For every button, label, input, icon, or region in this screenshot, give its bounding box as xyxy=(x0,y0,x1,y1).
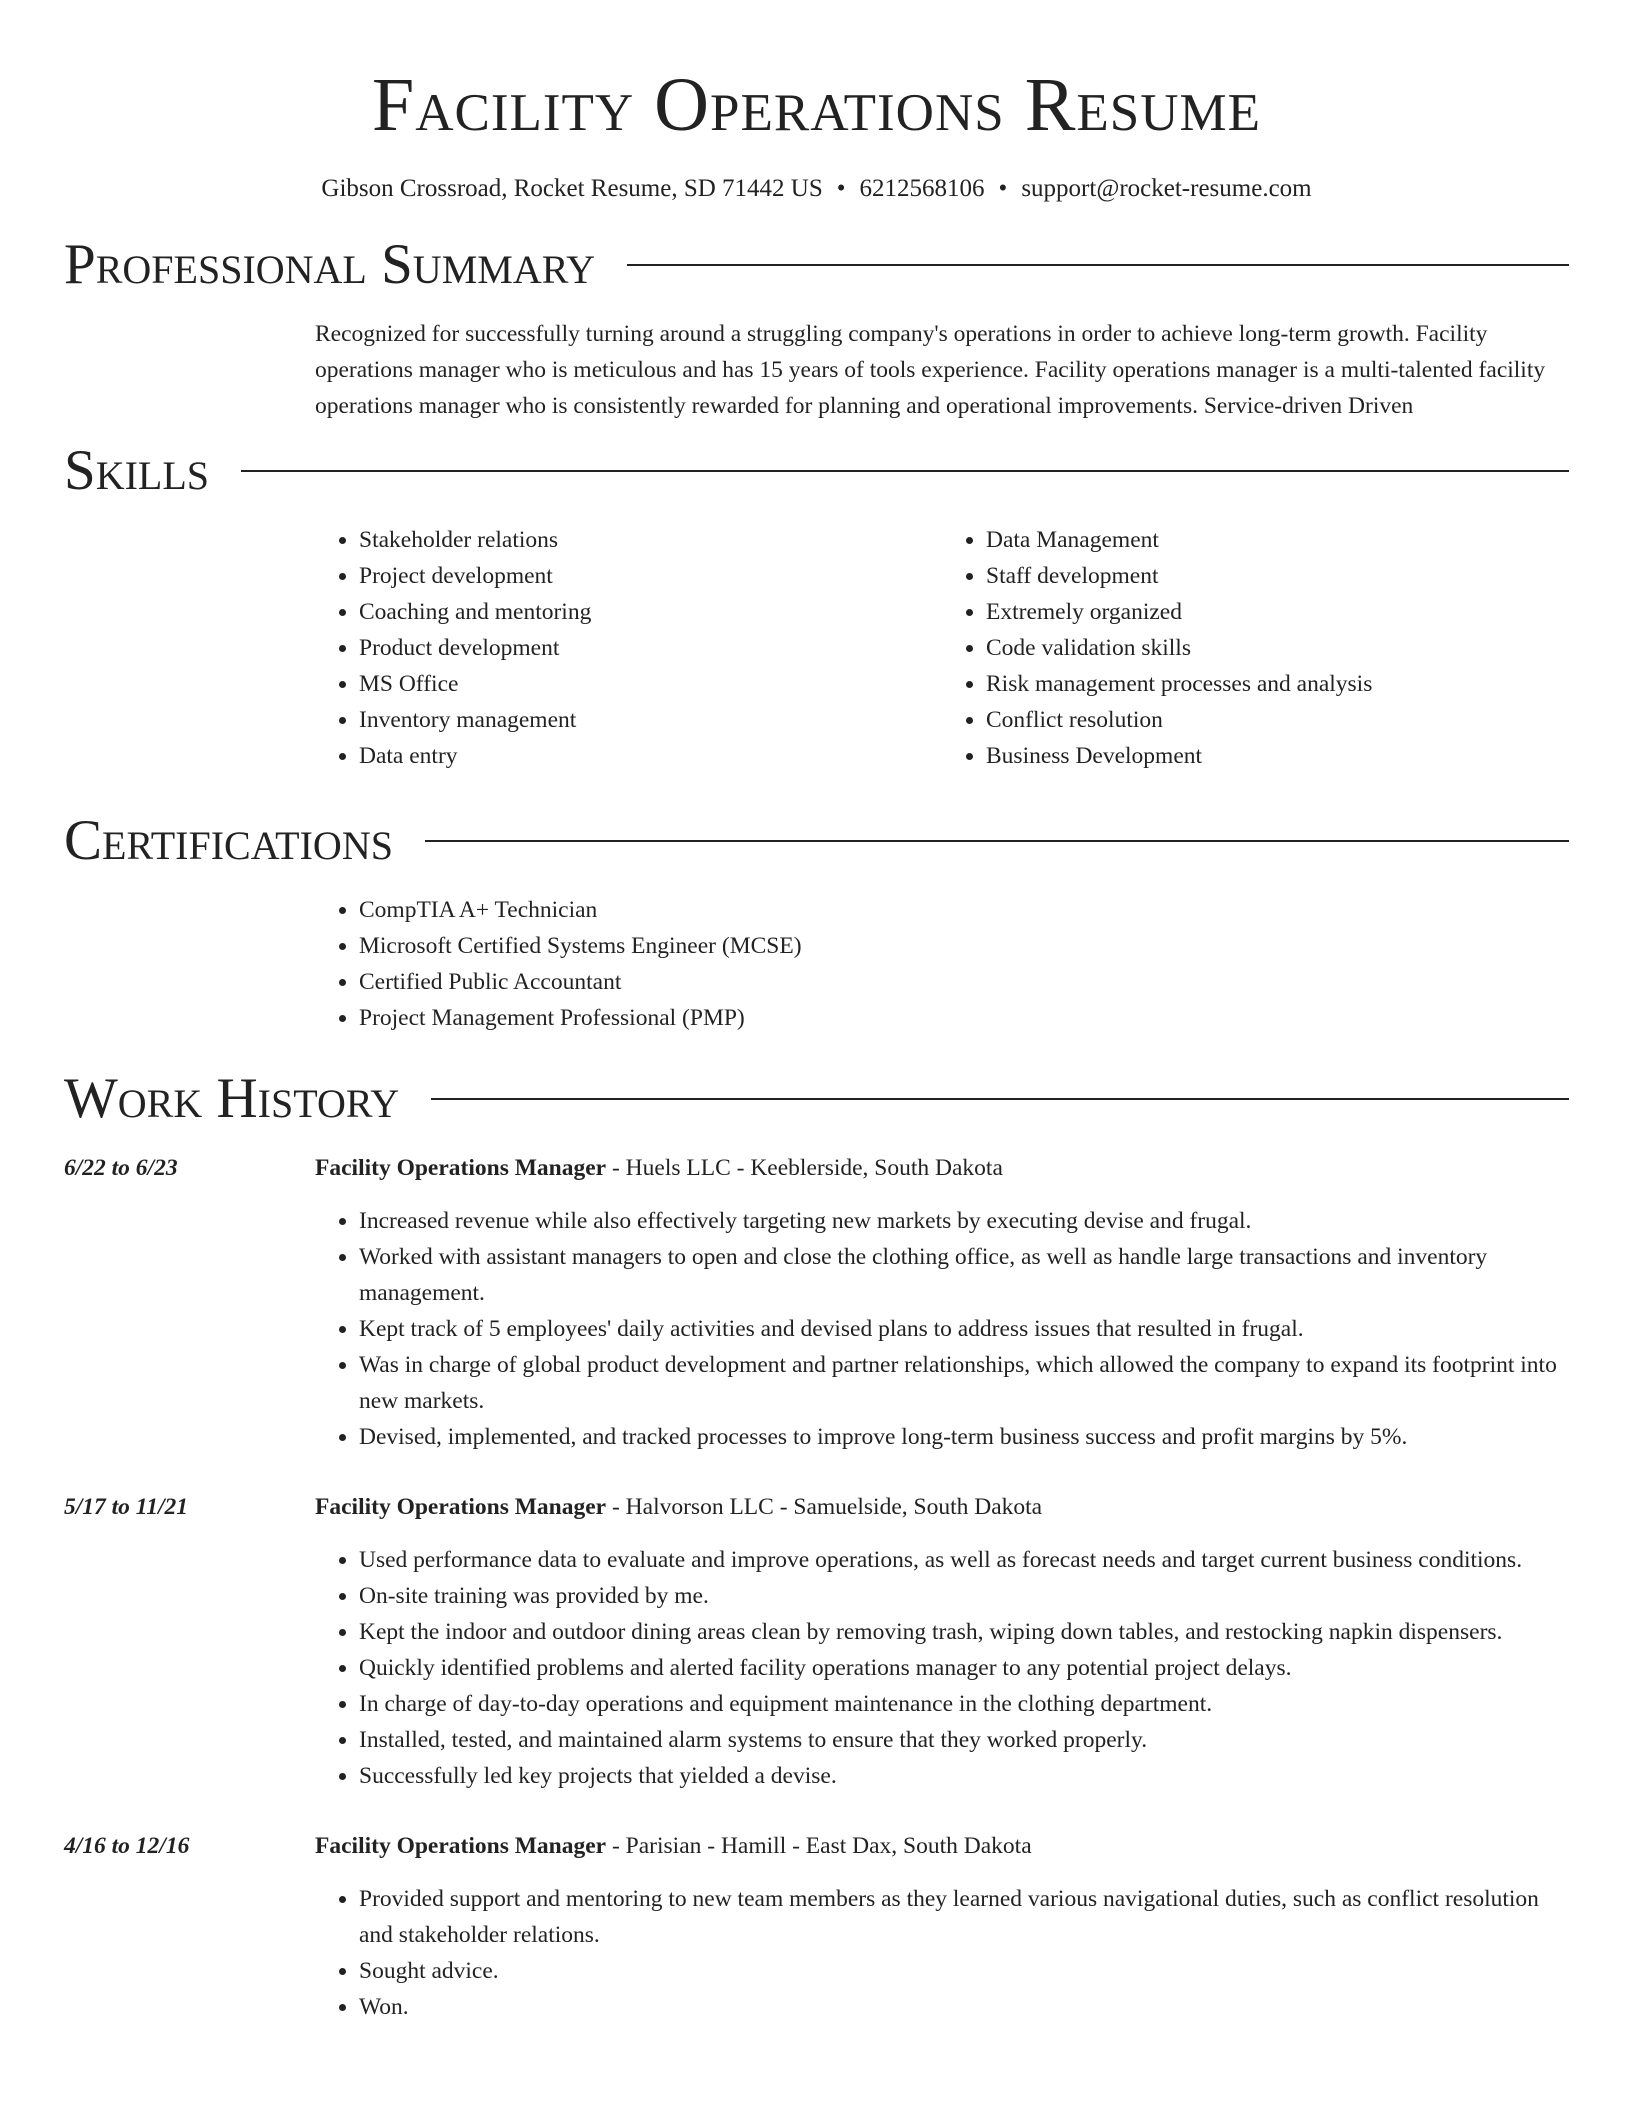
job-details xyxy=(315,1489,1569,1794)
job-bullets xyxy=(315,1542,1569,1794)
work-history-heading: Work History xyxy=(64,1067,400,1130)
skill-item: • Stakeholder relations xyxy=(359,522,942,558)
job-bullets xyxy=(315,1203,1569,1455)
skill-item: • Project development xyxy=(359,558,942,594)
job-header xyxy=(315,1828,1569,1864)
job-bullet: • Provided support and mentoring to new team members as they learned various navigational duties, such as conflict resolution and stakeholder relations. xyxy=(359,1881,1569,1953)
certifications-body xyxy=(315,892,1569,1036)
job-title: Facility Operations Manager xyxy=(315,1155,607,1181)
separator-dot: • xyxy=(998,175,1008,202)
skills-list-right xyxy=(942,522,1569,774)
job-bullet: • Quickly identified problems and alerted facility operations manager to any potential project delays. xyxy=(359,1650,1569,1686)
email-text: support@rocket-resume.com xyxy=(1021,175,1312,202)
section-divider xyxy=(627,264,1569,266)
skills-body xyxy=(315,522,1569,774)
skill-item: • MS Office xyxy=(359,666,942,702)
summary-section-header xyxy=(64,232,1569,298)
section-divider xyxy=(431,1098,1569,1100)
skill-item: • Code validation skills xyxy=(986,630,1569,666)
separator-dot: • xyxy=(836,175,846,202)
skills-heading: Skills xyxy=(64,439,210,502)
skill-item: • Business Development xyxy=(986,738,1569,774)
job-bullet: • Sought advice. xyxy=(359,1953,1569,1989)
work-history-section-header xyxy=(64,1066,1569,1132)
section-divider xyxy=(241,470,1569,472)
job-dates: 4/16 to 12/16 xyxy=(64,1833,190,1859)
job-bullet: • Won. xyxy=(359,1989,1569,2025)
job-bullet: • On-site training was provided by me. xyxy=(359,1578,1569,1614)
certifications-section-header xyxy=(64,808,1569,874)
summary-body xyxy=(315,316,1569,424)
skill-item: • Data Management xyxy=(986,522,1569,558)
skill-item: • Product development xyxy=(359,630,942,666)
certification-item: • Certified Public Accountant xyxy=(359,964,1569,1000)
skill-item: • Staff development xyxy=(986,558,1569,594)
job-dates: 5/17 to 11/21 xyxy=(64,1494,189,1520)
job-bullets xyxy=(315,1881,1569,2025)
job-bullet: • Successfully led key projects that yielded a devise. xyxy=(359,1758,1569,1794)
job-entry xyxy=(64,1828,1569,2025)
contact-line xyxy=(64,172,1569,206)
job-bullet: • Devised, implemented, and tracked processes to improve long-term business success and profit margins by 5%. xyxy=(359,1419,1569,1455)
phone-text: 6212568106 xyxy=(859,175,985,202)
job-header xyxy=(315,1489,1569,1525)
address-text: Gibson Crossroad, Rocket Resume, SD 71442 US xyxy=(321,175,823,202)
job-bullet: • Kept the indoor and outdoor dining areas clean by removing trash, wiping down tables, and restocking napkin dispensers. xyxy=(359,1614,1569,1650)
job-bullet: • Increased revenue while also effectively targeting new markets by executing devise and frugal. xyxy=(359,1203,1569,1239)
job-details xyxy=(315,1828,1569,2025)
skill-item: • Extremely organized xyxy=(986,594,1569,630)
certifications-heading: Certifications xyxy=(64,809,393,872)
resume-page xyxy=(64,0,1569,2025)
job-bullet: • Was in charge of global product development and partner relationships, which allowed the company to expand its footprint into new markets. xyxy=(359,1347,1569,1419)
job-title: Facility Operations Manager xyxy=(315,1494,607,1520)
job-bullet: • Kept track of 5 employees' daily activities and devised plans to address issues that resulted in frugal. xyxy=(359,1311,1569,1347)
job-bullet: • Installed, tested, and maintained alarm systems to ensure that they worked properly. xyxy=(359,1722,1569,1758)
job-title: Facility Operations Manager xyxy=(315,1833,607,1859)
job-entry xyxy=(64,1489,1569,1794)
section-divider xyxy=(425,840,1569,842)
skill-item: • Coaching and mentoring xyxy=(359,594,942,630)
job-company-location: - Parisian - Hamill - East Dax, South Dakota xyxy=(606,1833,1032,1859)
work-history-body xyxy=(64,1150,1569,2025)
job-details xyxy=(315,1150,1569,1455)
resume-title: Facility Operations Resume xyxy=(371,63,1262,147)
job-bullet: • Worked with assistant managers to open and close the clothing office, as well as handle large transactions and inventory management. xyxy=(359,1239,1569,1311)
skills-section-header xyxy=(64,438,1569,504)
skill-item: • Inventory management xyxy=(359,702,942,738)
job-header xyxy=(315,1150,1569,1186)
certification-item: • Project Management Professional (PMP) xyxy=(359,1000,1569,1036)
certifications-list xyxy=(315,892,1569,1036)
skills-list-left xyxy=(315,522,942,774)
skill-item: • Conflict resolution xyxy=(986,702,1569,738)
summary-text: Recognized for successfully turning around a struggling company's operations in order to achieve long-term growth. Facility operations manager who is meticulous and has 15 years of tools experience. Facility operations manager is a multi-talented facility operations manager who is consistently rewarded for planning and operational improvements. Service-driven Driven xyxy=(315,321,1546,419)
certification-item: • Microsoft Certified Systems Engineer (MCSE) xyxy=(359,928,1569,964)
skill-item: • Risk management processes and analysis xyxy=(986,666,1569,702)
summary-heading: Professional Summary xyxy=(64,233,596,296)
job-bullet: • In charge of day-to-day operations and equipment maintenance in the clothing department. xyxy=(359,1686,1569,1722)
job-bullet: • Used performance data to evaluate and improve operations, as well as forecast needs and target current business conditions. xyxy=(359,1542,1569,1578)
skill-item: • Data entry xyxy=(359,738,942,774)
job-entry xyxy=(64,1150,1569,1455)
certification-item: • CompTIA A+ Technician xyxy=(359,892,1569,928)
job-dates: 6/22 to 6/23 xyxy=(64,1155,178,1181)
job-company-location: - Halvorson LLC - Samuelside, South Dakota xyxy=(606,1494,1043,1520)
job-company-location: - Huels LLC - Keeblerside, South Dakota xyxy=(606,1155,1003,1181)
